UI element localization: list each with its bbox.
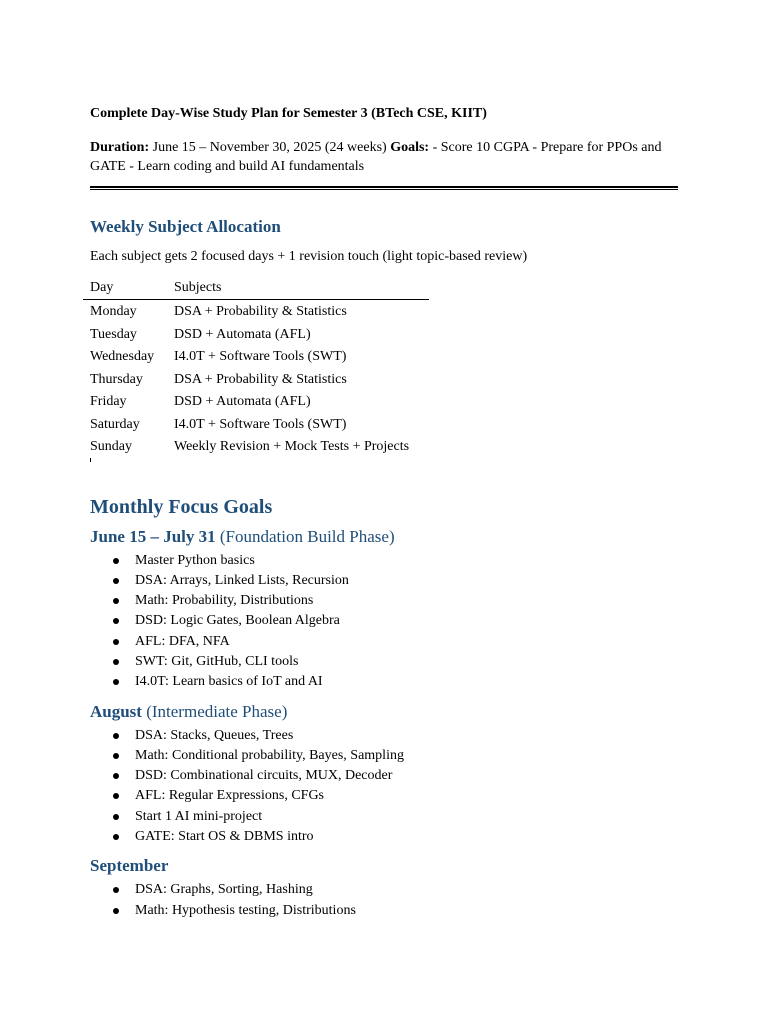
month-goals-list (90, 551, 680, 693)
table-cell-subjects: DSA + Probability & Statistics (174, 371, 347, 387)
list-item (90, 632, 680, 652)
month-section-heading (90, 701, 680, 723)
month-section-title: August (90, 701, 142, 721)
list-item (90, 726, 680, 746)
table-cell-day: Sunday (90, 439, 132, 454)
list-item (90, 551, 680, 571)
list-item-text: Math: Probability, Distributions (135, 593, 314, 609)
list-item-text: I4.0T: Learn basics of IoT and AI (135, 674, 323, 690)
list-item (90, 786, 680, 806)
bullet-icon (113, 639, 119, 645)
bullet-icon (113, 793, 119, 799)
list-item (90, 827, 680, 847)
bullet-icon (113, 753, 119, 759)
column-header-subjects: Subjects (167, 278, 429, 300)
document-title: Complete Day-Wise Study Plan for Semester 3 (BTech CSE, KIIT) (90, 106, 487, 121)
duration-value: June 15 – November 30, 2025 (24 weeks) (149, 140, 391, 155)
list-item-text: GATE: Start OS & DBMS intro (135, 829, 314, 845)
month-goals-list (90, 880, 680, 921)
list-item (90, 611, 680, 631)
table-cell-day: Tuesday (90, 326, 137, 342)
weekly-allocation-table (83, 278, 429, 458)
bullet-icon (113, 814, 119, 820)
table-cell-day: Saturday (90, 416, 140, 432)
duration-label: Duration: (90, 140, 150, 155)
list-item-text: DSD: Logic Gates, Boolean Algebra (135, 613, 340, 629)
bullet-icon (113, 834, 119, 840)
bullet-icon (113, 578, 119, 584)
list-item-text: Master Python basics (135, 552, 255, 568)
document-page (90, 104, 680, 921)
month-section-title: June 15 – July 31 (90, 526, 216, 546)
list-item-text: Math: Conditional probability, Bayes, Sampling (135, 747, 404, 763)
bullet-icon (113, 908, 119, 914)
table-row (83, 390, 429, 413)
table-cell-subjects: Weekly Revision + Mock Tests + Projects (174, 439, 410, 454)
table-row (83, 435, 429, 458)
table-row (83, 323, 429, 346)
list-item (90, 807, 680, 827)
bullet-icon (113, 679, 119, 685)
weekly-heading: Weekly Subject Allocation (90, 217, 281, 236)
month-section-subtitle: (Intermediate Phase) (141, 701, 288, 721)
list-item (90, 746, 680, 766)
table-cell-day: Wednesday (90, 349, 155, 364)
list-item (90, 880, 680, 900)
list-item-text: Start 1 AI mini-project (135, 808, 263, 824)
goals-label: Goals: (390, 140, 430, 155)
table-end-mark (90, 458, 91, 462)
table-cell-subjects: DSD + Automata (AFL) (174, 326, 311, 342)
list-item (90, 652, 680, 672)
table-row (83, 300, 429, 323)
month-section-heading (90, 526, 680, 548)
duration-goals-paragraph (90, 138, 680, 176)
table-cell-day: Friday (90, 394, 127, 409)
list-item-text: AFL: Regular Expressions, CFGs (135, 788, 324, 804)
table-row (83, 413, 429, 436)
table-row (83, 345, 429, 368)
list-item-text: SWT: Git, GitHub, CLI tools (135, 653, 299, 669)
bullet-icon (113, 887, 119, 893)
table-row (83, 368, 429, 391)
goals-value: - Score 10 CGPA - Prepare for PPOs and GATE - Learn coding and build AI fundamentals (90, 140, 662, 174)
column-header-day: Day (83, 278, 167, 300)
bullet-icon (113, 618, 119, 624)
list-item-text: DSA: Stacks, Queues, Trees (135, 727, 294, 743)
month-goals-list (90, 726, 680, 848)
table-cell-subjects: I4.0T + Software Tools (SWT) (174, 416, 347, 432)
table-cell-subjects: I4.0T + Software Tools (SWT) (174, 349, 347, 364)
bullet-icon (113, 558, 119, 564)
month-section-heading (90, 855, 680, 877)
list-item (90, 766, 680, 786)
bullet-icon (113, 659, 119, 665)
bullet-icon (113, 598, 119, 604)
list-item (90, 901, 680, 921)
list-item (90, 672, 680, 692)
month-section-title: September (90, 856, 169, 876)
bullet-icon (113, 773, 119, 779)
list-item-text: AFL: DFA, NFA (135, 633, 230, 649)
monthly-heading: Monthly Focus Goals (90, 495, 273, 518)
table-cell-day: Thursday (90, 371, 143, 387)
list-item-text: DSA: Graphs, Sorting, Hashing (135, 882, 313, 898)
list-item (90, 571, 680, 591)
list-item (90, 591, 680, 611)
weekly-intro: Each subject gets 2 focused days + 1 revision touch (light topic-based review) (90, 249, 528, 264)
list-item-text: Math: Hypothesis testing, Distributions (135, 902, 356, 918)
horizontal-divider (90, 186, 678, 190)
list-item-text: DSA: Arrays, Linked Lists, Recursion (135, 572, 349, 588)
month-section-subtitle: (Foundation Build Phase) (215, 526, 395, 546)
table-cell-subjects: DSA + Probability & Statistics (174, 304, 347, 319)
bullet-icon (113, 733, 119, 739)
table-cell-subjects: DSD + Automata (AFL) (174, 394, 311, 409)
table-header-row (83, 278, 429, 300)
list-item-text: DSD: Combinational circuits, MUX, Decoder (135, 768, 393, 784)
table-cell-day: Monday (90, 304, 137, 319)
